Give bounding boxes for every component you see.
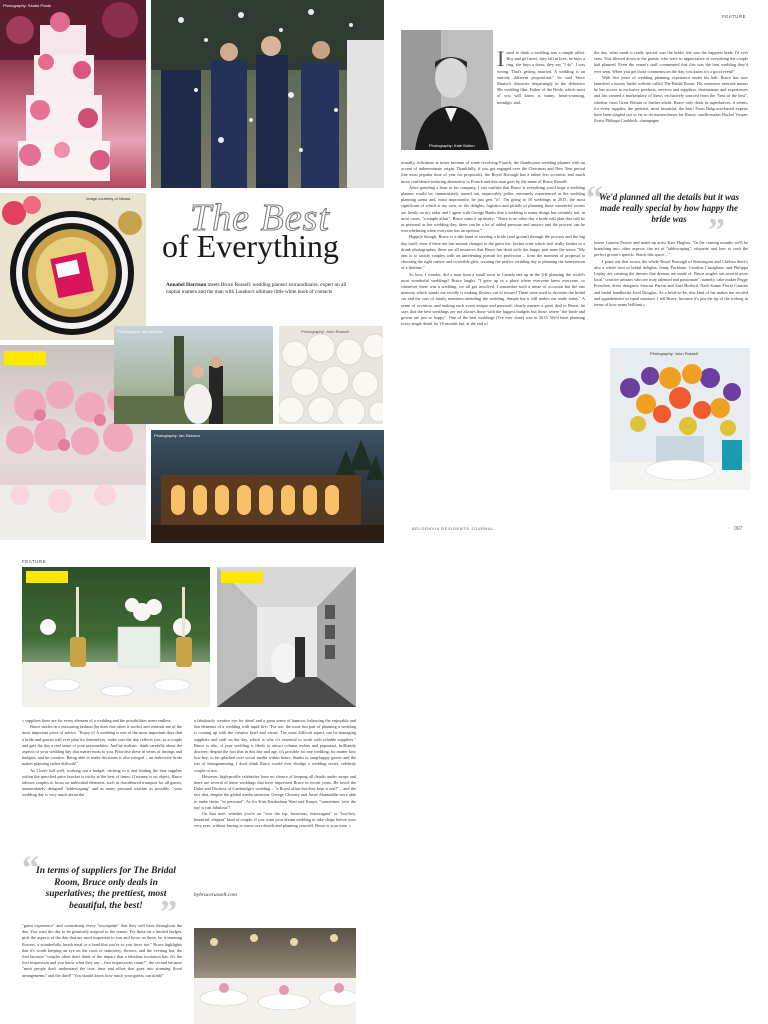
table-setting-photo [0,193,146,340]
close-quote-mark: ” [160,894,177,931]
paragraph: actually, ridiculous at times because of some revolving Franck, the flamboyant wedding planner with an accent of indeterminate origin. Thankfully, if you get engaged over the Christmas and New Year period (the most popular time of year for proposals), the Royal Borough has a rather less eccentric and much more confidence-inducing alternative to Franck and this man goes by the name of Bruce Russell. [401,160,585,184]
couple-garden-photo [114,326,273,424]
portrait-illustration [401,30,493,150]
feature-tag-top: FEATURE [722,14,747,19]
paragraph: However, high-profile celebrities have no chance of keeping all details under wraps and there are several of these weddings that have impressed Bruce in recent years. He loved the Duke and Duchess of Cambridge's wedding – "a Royal affair but they kept it real!" – and the fact that, despite the global media attention, George Clooney and Amal Alamuddin were able to make theirs "so personal". As for Kim Kardashian West and Kanye, "sometimes 'over the top' is just fabulous"! [194,773,356,810]
paragraph: » suppliers there are for every element of a wedding and the possibilities seem endless. [22,718,172,723]
reception-hall-photo [194,928,356,1024]
article-column-3-lower [22,923,182,979]
flowers-illustration [610,348,750,490]
close-quote-mark: ” [708,212,725,249]
open-quote-mark: “ [586,180,603,217]
article-column-3 [22,718,182,799]
paragraph: a fabulously creative eye for detail and a great sense of humour, balancing the enjoyable and fun elements of a wedding with rapid fire: "For me, the most fun part of planning a wedding is coming up with the creative brief and visual. The most difficult aspect can be managing suppliers and staff on the day, which is why it's essential to work with reliable suppliers." Bruce is also, if your wedding is likely to attract column inches and paparazzi, brilliantly discreet; despite the fact that in this day and age, it's possible for any wedding, no matter how low-key, to be splashed over social media within hours, thanks to snap-happy guests and the rise of Instagramming, I don't think Bruce would ever divulge a wedding secret, celebrity couple or not. [194,718,356,773]
white-roses-photo [279,326,383,424]
photo-credit-roses: Photography: John Russell [301,329,349,334]
title-main: of Everything [162,228,339,264]
hallway-couple-photo [217,567,356,707]
yellow-tag [221,571,263,583]
garden-table-photo [22,567,210,707]
standfirst-name: Annabel Harrison [166,282,207,288]
paragraph: I point out that across the whole Royal Borough of Kensington and Chelsea there's also a whole host of bridal delights; Jenny Packham, Caroline Castigliano and Philippa Lepley are creating the dresses that dreams are made of. Bruce singles out several more local "creative artisans who are truly talented and passionate"; namely, cake maker Peggy Porschen, dress designers Stewart Parvin and Suzi Holford, Nadi Sonne Floral Couture and bridal handbooks Jorel Douglas. As a bride-to-be, this kind of list makes me excited and apprehensive in equal measure. I tell Bruce, because it's just the tip of the iceberg in terms of how many brilliant » [594,258,748,308]
paragraph: On that note, whether you're an "over the top, luxurious, extravagant" or "low-key, beautiful, elegant" kind of couple, if you want your dream wedding to take shape before your very eyes, without having to stress over details and planning yourself, Bruce is your man. « [194,811,356,829]
couple-illustration [114,326,273,424]
venue-illustration [151,430,384,543]
confetti-couple-photo [151,0,384,188]
article-column-1 [401,160,585,327]
open-quote-mark: “ [22,850,39,887]
reception-illustration [194,928,356,1024]
paragraph: As I have full well, working out a budget, sticking to it and finding the best supplier within the specified price bracket is tricky at the best of times. If money is no object, Bruce advises couples to focus on individual elements, such as chauffeured transport for all guests, immaculately designed "tablescaping" and as many personal touches as possible. "your wedding day is very much about the [22,767,182,798]
website-link[interactable]: bybrucerussell.com [194,892,237,898]
purple-flowers-photo [610,348,750,490]
paragraph: Happily though, Bruce is a dab hand at steering a bride (and groom) through the process and the big day itself, even if there are last-minute changes to the guest list, kosher wine which isn't really kosher or a drunk photographer; these are all instances that Bruce has dealt with, the happy pair none the wiser. "My aim is to satisfy couples with an unrelenting pursuit for perfection – from the moment of proposal to choosing the right caterer and covetable gifts, creating the perfect wedding day to planning the honeymoon of a lifetime." [401,234,585,271]
white-roses-illustration [279,326,383,424]
intro-text: used to think a wedding was a simple affair. Boy and girl meet, they fall in love, he buys a ring, she buys a dress; they say "I do". I was wrong. That's getting married. A wedding is an entirely different proposition." So said Steve Martin's character despairingly in the definitive 90s wedding film, Father of the Bride, which most of you will know is funny, heart-warming, nostalgic and, [497,50,585,105]
hallway-illustration [217,567,356,707]
bottom-spread [0,548,768,1024]
paragraph: the day, what made it really special was the bride; she was the happiest bride I'd ever seen. This filtered down to the guests, who were so appreciative of everything the couple had planned. Even the venue's staff commented that this was the best wedding they'd ever seen. When you get those comments on the day, you know it's a good event!" [594,50,748,74]
photo-credit-flowers: Photography: John Russell [650,351,698,356]
article-column-2-lower [594,240,748,308]
yellow-tag [4,351,46,365]
drop-cap: I [497,46,505,71]
paragraph: "guest experience" and considering every "touchpoint" that they will have throughout the day. You want the day to be genuinely magical to the senses. For those on a limited budget, pick the aspects of the day that are most important to you and focus on those, be it stunning flowers, a wonderfully lavish meal or a band that you're so you favor too." Bruce highlights that it's worth keeping an eye on the costs of stationery, flowers, and the evening bar, the first because "couples often don't think of the impact that a fabulous invitation has. It's the first impression and you know what they say – first impressions count!"; the second because "most people don't understand the cost; time and effort that goes into stunning floral arrangements" and the third! "You should know how much your guests can drink!" [22,923,182,978]
confetti-illustration [151,0,384,188]
article-column-4 [194,718,356,830]
standfirst [166,282,356,296]
footer-page-number: 007 [734,526,743,532]
feature-tag-bottom: FEATURE [22,559,47,564]
paragraph: With five years of wedding planning experience under his belt, Bruce has now launched a luxury bridal website called The Bridal Room. His extensive network means he has access to exclusive products, services and suppliers, destinations and experiences and has created a marketplace of these, exclusively sourced from the "best of the best", whether from Great Britain or further afield. Bruce only deals in superlatives, it seems, for every supplier, the prettiest, most beautiful, the best! From Belgravia-based experts have been singled out so far to do masterclasses for Bruce; candle-maker Rachel Vosper, florist Philippa Craddock, champagne [594,74,748,124]
title-script: The Best [190,197,330,239]
wedding-cake-photo [0,0,146,188]
bruce-russell-portrait [401,30,493,150]
standfirst-text: meets Bruce Russell: wedding planner extraordinaire, expert on all nuptial matters and the man with London's ultimate little white book of contacts [166,282,347,295]
article-column-2 [594,50,748,124]
article-column-1-top [497,46,585,106]
paragraph: house Laurent Perrier and make-up artist Kate Hughes. "In the coming months we'll be branching into other aspects, the art of "tablescaping", etiquette and how to craft the perfect groom's speech. Watch this space…" [594,240,748,258]
footer-publication: BELGRAVIA RESIDENTS JOURNAL [412,526,495,531]
photo-credit-portrait: Photography: Kate Bolton [429,143,475,148]
lit-venue-photo [151,430,384,543]
photo-credit-venue: Photography: Ian Dickson [154,433,200,438]
paragraph: Bruce smiles in a reassuring fashion (he does this often it works) and reminds me of the most important piece of advice. "Enjoy it! A wedding is one of the most important days that a bride and groom will ever plan for themselves, make sure the day reflects you, as a couple and gets the day a real sense of your personalities. And be realistic, think carefully about the aspects of your wedding day that matter most to you. Prioritise these in terms of timings and budgets, and be creative. Being able to make decisions is also integral – an indecisive bride makes planning rather difficult!" [22,724,182,767]
plate-illustration [0,193,146,340]
cake-illustration [0,0,146,188]
yellow-tag [26,571,68,583]
photo-credit-cake: Photography: Studio Prado [3,3,52,8]
paragraph: So how, I wonder, did a man from a small town in Canada end up in the UK planning the world's most wonderful weddings? Bruce laughs. "I grew up in a place where everyone knew everyone, so whenever there was a wedding, we all got involved. I remember such a sense of occasion but the one memory which stands out vividly is making flowers out of tissues! These were used to decorate the bridal car and the cars of family members attending the wedding. Simple but it still makes me smile today." A sense of occasion, and making each event unique and personal, clearly matters a great deal to Bruce; he says that the best weddings are not always those with the biggest budgets but those where "the bride and groom are just so happy". One of the best weddings (I've ever done) was in 2013. We'd been planning every single detail for 18 months but, at the end of [401,271,585,327]
pull-quote-top: We'd planned all the details but it was made really special by how happy the bride was [598,192,740,224]
photo-credit-couple: Photography: Ian Dickson [117,329,163,334]
photo-credit-table: Image courtesy of Nessa [86,196,131,201]
pull-quote-bottom: In terms of suppliers for The Bridal Room, Bruce only deals in superlatives; the prettiest, most beautiful, the best! [36,866,176,911]
garden-table-illustration [22,567,210,707]
paragraph: After spending a hour in his company, I can confirm that Bruce is everything you'd hope a wedding planner would be; immaculately turned out, impeccably polite, extremely experienced in the wedding planning arena and, most importantly, he just gets "it". I'm going to 10 weddings in 2015, the most significant of which is my own, so the delights, logistics and pitfalls of planning these wonderful events are firmly on my radar and I agree with George Banks that a wedding is many things but certainly not, in most cases, "a simple affair". Bruce sums it up neatly: "There is no other day a bride will plan that will be as personal as her wedding day; there can be a lot of added pressure and anxiety and the process can be overwhelming when everyone has an opinion." [401,184,585,234]
